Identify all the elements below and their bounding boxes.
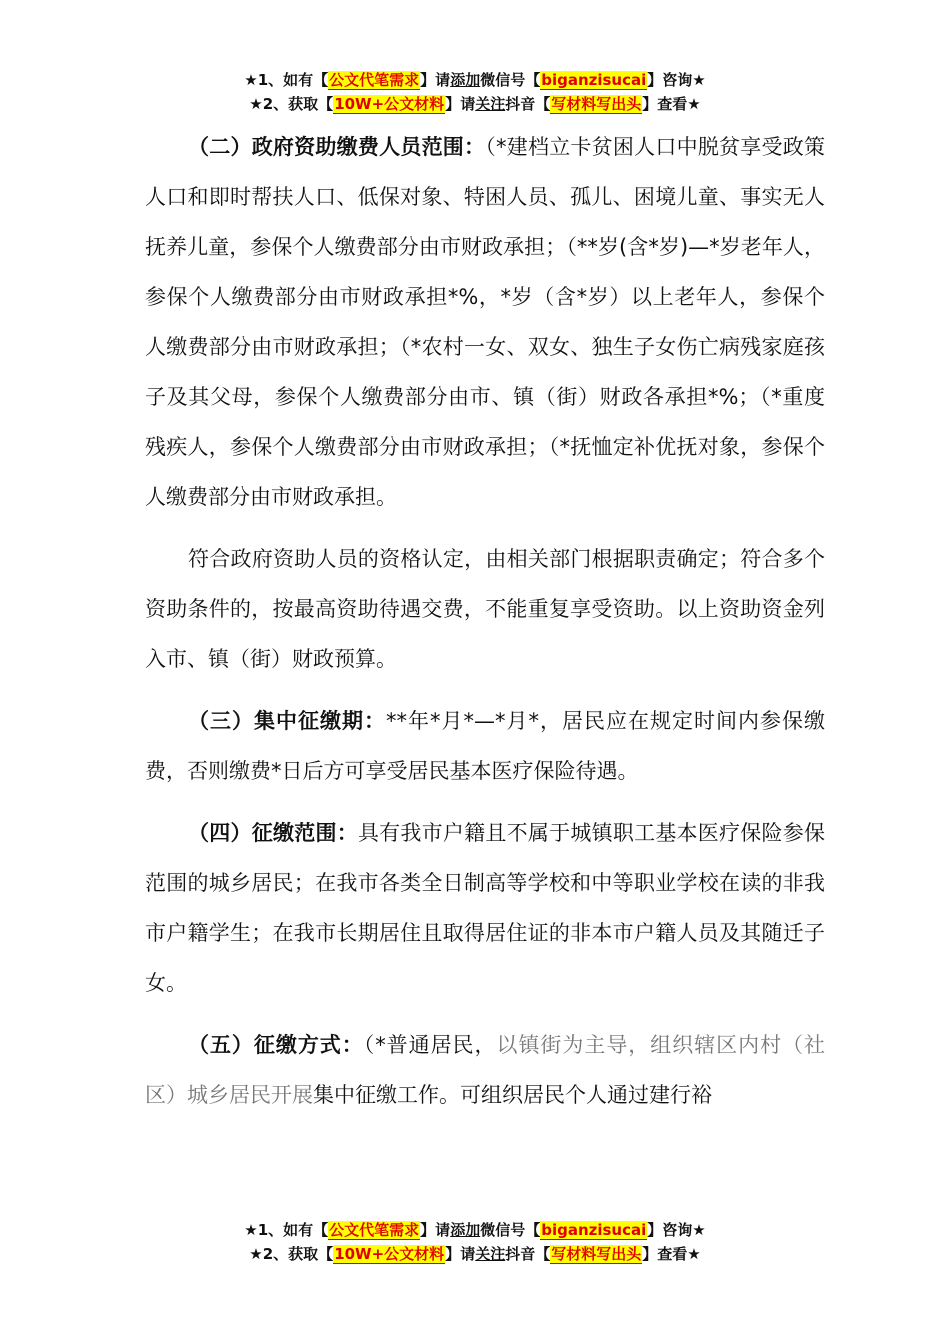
banner-text: 】咨询★ (647, 71, 706, 89)
section-4-heading: （四）征缴范围： (188, 821, 358, 845)
banner-underlined-text: 添加 (450, 1221, 481, 1239)
banner-highlight: 公文代笔需求 (329, 1221, 420, 1239)
top-banner (0, 68, 950, 116)
banner-highlight: biganzisucai (541, 1221, 647, 1239)
section-5-heading: （五）征缴方式： (188, 1033, 364, 1057)
section-3-heading: （三）集中征缴期： (188, 709, 386, 733)
bottom-banner (0, 1218, 950, 1266)
banner-line-2 (0, 92, 950, 116)
section-2-body: （*建档立卡贫困人口中脱贫享受政策人口和即时帮扶人口、低保对象、特困人员、孤儿、困境儿童、事实无人抚养儿童，参保个人缴费部分由市财政承担；（**岁(含*岁)—*岁老年人，参保个人缴费部分由市财政承担*%，*岁（含*岁）以上老年人，参保个人缴费部分由市财政承担；（*农村一女、双女、独生子女伤亡病残家庭孩子及其父母，参保个人缴费部分由市、镇（街）财政各承担*%；（*重度残疾人，参保个人缴费部分由市财政承担；（*抚恤定补优抚对象，参保个人缴费部分由市财政承担。 (145, 135, 825, 509)
banner-text: ★2、获取【 (249, 1245, 334, 1263)
banner-text: ★1、如有【 (244, 1221, 329, 1239)
section-4-paragraph (145, 808, 825, 1008)
banner-line-2 (0, 1242, 950, 1266)
banner-text: ★2、获取【 (249, 95, 334, 113)
banner-text: 】请 (445, 1245, 476, 1263)
section-4-body: 具有我市户籍且不属于城镇职工基本医疗保险参保范围的城乡居民；在我市各类全日制高等学校和中等职业学校在读的非我市户籍学生；在我市长期居住且取得居住证的非本市户籍人员及其随迁子女。 (145, 821, 826, 995)
banner-highlight: 写材料写出头 (551, 95, 642, 113)
banner-text: 】请 (445, 95, 476, 113)
banner-text: 微信号【 (480, 71, 541, 89)
section-5-paragraph (145, 1020, 825, 1120)
section-2-paragraph (145, 122, 825, 522)
funding-note-body: 符合政府资助人员的资格认定，由相关部门根据职责确定；符合多个资助条件的，按最高资助待遇交费，不能重复享受资助。以上资助资金列入市、镇（街）财政预算。 (145, 547, 825, 671)
section-3-paragraph (145, 696, 825, 796)
banner-highlight: 10W+公文材料 (334, 1245, 445, 1263)
banner-underlined-text: 关注 (475, 95, 506, 113)
section-2-heading: （二）政府资助缴费人员范围： (188, 135, 486, 159)
banner-highlight: 写材料写出头 (551, 1245, 642, 1263)
section-5-body-c: 集中征缴工作。可组织居民个人通过建行裕 (313, 1083, 712, 1107)
section-5-body-a: （*普通居民， (363, 1033, 497, 1057)
document-body (145, 122, 825, 1120)
banner-underlined-text: 添加 (450, 71, 481, 89)
banner-highlight: 公文代笔需求 (329, 71, 420, 89)
banner-text: 】查看★ (642, 95, 701, 113)
banner-highlight: 10W+公文材料 (334, 95, 445, 113)
banner-text: 抖音【 (505, 95, 551, 113)
section-3-body: **年*月*—*月*，居民应在规定时间内参保缴费，否则缴费*日后方可享受居民基本医疗保险待遇。 (145, 709, 825, 783)
banner-text: 】请 (420, 1221, 451, 1239)
banner-text: ★1、如有【 (244, 71, 329, 89)
section-5-body-b: 以镇街为主导，组织辖区内村（社区）城乡居民开展 (145, 1033, 826, 1107)
banner-text: 】查看★ (642, 1245, 701, 1263)
banner-text: 】请 (420, 71, 451, 89)
banner-highlight: biganzisucai (541, 71, 647, 89)
banner-text: 微信号【 (480, 1221, 541, 1239)
banner-line-1 (0, 1218, 950, 1242)
banner-line-1 (0, 68, 950, 92)
banner-text: 】咨询★ (647, 1221, 706, 1239)
banner-text: 抖音【 (505, 1245, 551, 1263)
banner-underlined-text: 关注 (475, 1245, 506, 1263)
funding-note-paragraph (145, 534, 825, 684)
